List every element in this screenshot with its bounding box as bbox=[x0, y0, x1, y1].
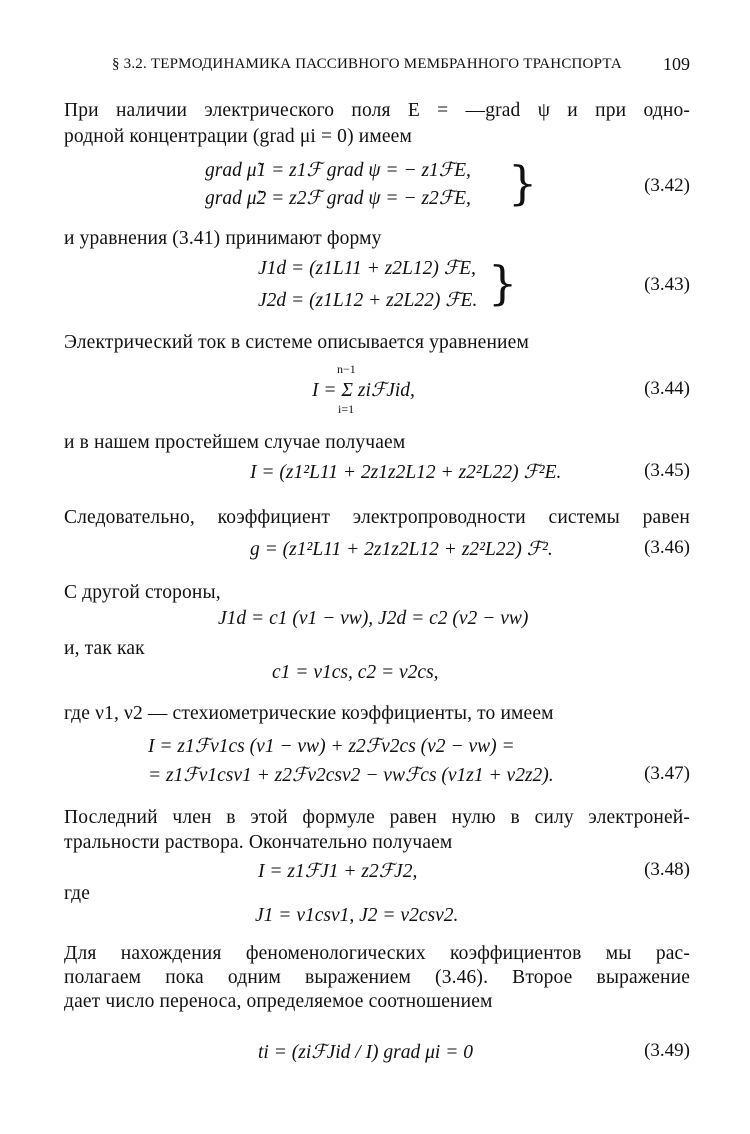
equation-number-3-48: (3.48) bbox=[644, 859, 690, 880]
right-brace: } bbox=[508, 156, 538, 210]
equation-number-3-42: (3.42) bbox=[644, 175, 690, 196]
paragraph-11-line-1: Для нахождения феноменологических коэффициентов мы рас- bbox=[64, 943, 690, 964]
equation-3-48: I = z1ℱJ1 + z2ℱJ2, bbox=[258, 861, 418, 882]
paragraph-11-line-3: дает число переноса, определяемое соотношением bbox=[64, 991, 493, 1012]
equation-3-42-line-2: grad μ̃2 = z2ℱ grad ψ = − z2ℱE, bbox=[205, 188, 471, 209]
sum-lower-limit: i=1 bbox=[338, 402, 355, 416]
paragraph-5: Следовательно, коэффициент электропроводности системы равен bbox=[64, 507, 690, 528]
paragraph-6: С другой стороны, bbox=[64, 582, 221, 603]
equation-number-3-46: (3.46) bbox=[644, 537, 690, 558]
equation-J-definitions: J1 = ν1csv1, J2 = ν2csv2. bbox=[255, 905, 459, 926]
equation-number-3-49: (3.49) bbox=[644, 1040, 690, 1061]
equation-3-49: ti = (ziℱJid / I) grad μi = 0 bbox=[258, 1042, 474, 1063]
page-number: 109 bbox=[663, 54, 690, 74]
paragraph-9-line-2: тральности раствора. Окончательно получаем bbox=[64, 832, 453, 853]
equation-number-3-44: (3.44) bbox=[644, 378, 690, 399]
equation-fluxes: J1d = c1 (v1 − vw), J2d = c2 (v2 − vw) bbox=[218, 608, 529, 629]
paragraph-2: и уравнения (3.41) принимают форму bbox=[64, 228, 382, 249]
paragraph-8: где ν1, ν2 — стехиометрические коэффициенты, то имеем bbox=[64, 703, 554, 724]
equation-3-43-line-2: J2d = (z1L12 + z2L22) ℱE. bbox=[258, 290, 478, 311]
sum-upper-limit: n−1 bbox=[337, 362, 356, 376]
running-header: § 3.2. ТЕРМОДИНАМИКА ПАССИВНОГО МЕМБРАННОГО ТРАНСПОРТА bbox=[112, 56, 622, 72]
equation-3-47-line-1: I = z1ℱν1cs (v1 − vw) + z2ℱν2cs (v2 − vw) = bbox=[148, 736, 515, 757]
equation-3-47-line-2: = z1ℱν1csv1 + z2ℱν2csv2 − vwℱcs (ν1z1 + ν2z2). bbox=[148, 765, 554, 786]
paragraph-7: и, так как bbox=[64, 638, 145, 659]
paragraph-1-line-2: родной концентрации (grad μi = 0) имеем bbox=[64, 126, 412, 147]
paragraph-4: и в нашем простейшем случае получаем bbox=[64, 432, 406, 453]
right-brace: } bbox=[488, 256, 518, 310]
equation-concentrations: c1 = ν1cs, c2 = ν2cs, bbox=[272, 662, 439, 683]
equation-number-3-47: (3.47) bbox=[644, 763, 690, 784]
paragraph-11-line-2: полагаем пока одним выражением (3.46). Второе выражение bbox=[64, 967, 690, 988]
equation-3-43-line-1: J1d = (z1L11 + z2L12) ℱE, bbox=[258, 258, 476, 279]
equation-number-3-43: (3.43) bbox=[644, 274, 690, 295]
equation-3-46: g = (z1²L11 + 2z1z2L12 + z2²L22) ℱ². bbox=[250, 539, 553, 560]
equation-3-42-line-1: grad μ̃1 = z1ℱ grad ψ = − z1ℱE, bbox=[205, 160, 471, 181]
equation-3-44: I = Σ ziℱJid, bbox=[312, 380, 415, 401]
paragraph-3: Электрический ток в системе описывается уравнением bbox=[64, 332, 529, 353]
paragraph-10: где bbox=[64, 883, 91, 904]
equation-3-45: I = (z1²L11 + 2z1z2L12 + z2²L22) ℱ²E. bbox=[250, 462, 562, 483]
paragraph-1-line-1: При наличии электрического поля E = —grad ψ и при одно- bbox=[64, 100, 690, 121]
paragraph-9-line-1: Последний член в этой формуле равен нулю в силу электроней- bbox=[64, 807, 690, 828]
equation-number-3-45: (3.45) bbox=[644, 460, 690, 481]
